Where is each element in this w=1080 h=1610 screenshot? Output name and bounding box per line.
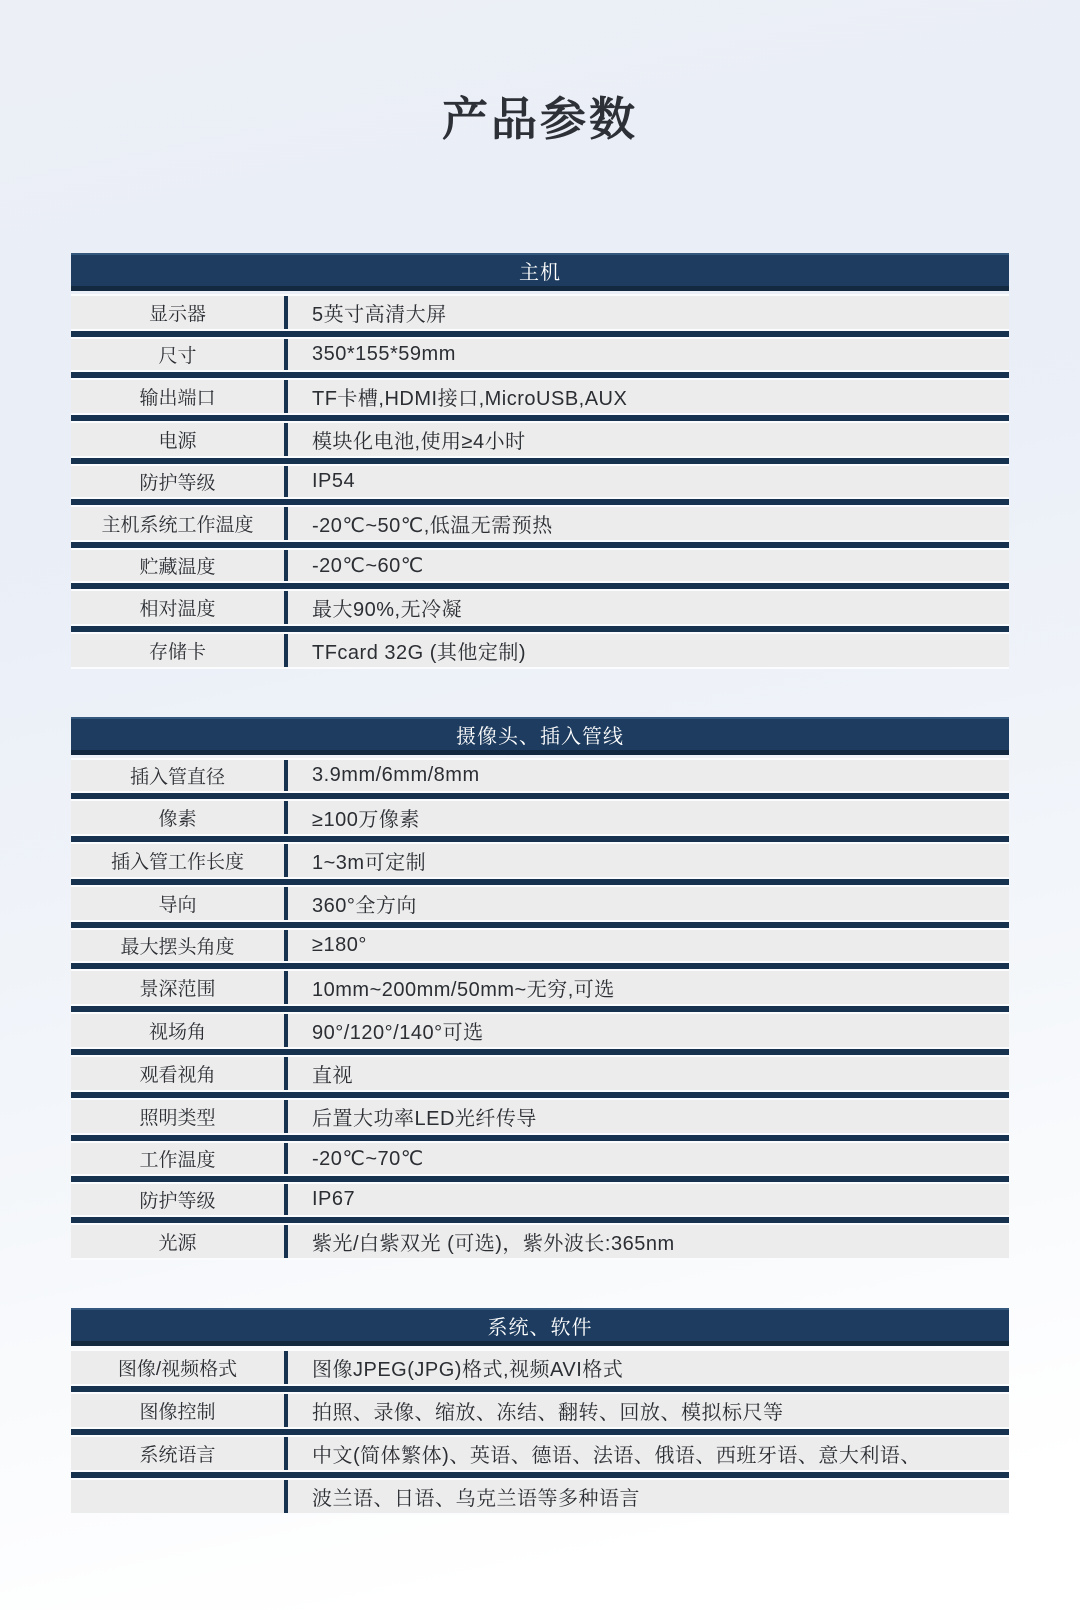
spec-value: IP54	[312, 470, 356, 492]
spec-label: 贮藏温度	[71, 550, 288, 581]
spec-label: 最大摆头角度	[71, 930, 288, 961]
spec-label: 显示器	[71, 296, 288, 329]
spec-table-software	[71, 1308, 1009, 1515]
table-row	[71, 632, 1009, 669]
page-title: 产品参数	[442, 93, 638, 145]
spec-label: 输出端口	[71, 380, 288, 413]
spec-label: 存储卡	[71, 634, 288, 667]
table-rows-host	[71, 294, 1009, 669]
spec-value: 5英寸高清大屏	[312, 304, 447, 326]
spec-label: 观看视角	[71, 1057, 288, 1090]
spec-value: 3.9mm/6mm/8mm	[312, 764, 480, 786]
spec-label: 电源	[71, 423, 288, 456]
spec-value: 360°全方向	[312, 895, 417, 917]
table-row	[71, 1012, 1009, 1049]
spec-label: 主机系统工作温度	[71, 507, 288, 540]
table-row	[71, 548, 1009, 583]
spec-value: 1~3m可定制	[312, 852, 427, 874]
table-row	[71, 421, 1009, 458]
spec-value: 直视	[312, 1065, 353, 1087]
spec-value: TFcard 32G (其他定制)	[312, 642, 527, 664]
spec-value: 90°/120°/140°可选	[312, 1022, 484, 1044]
table-row	[71, 758, 1009, 793]
spec-value: -20℃~50℃,低温无需预热	[312, 515, 553, 537]
table-row	[71, 928, 1009, 963]
table-header-camera: 摄像头、插入管线	[71, 717, 1009, 755]
spec-table-host	[71, 253, 1009, 669]
spec-table-camera	[71, 717, 1009, 1260]
table-row	[71, 842, 1009, 879]
table-row	[71, 1223, 1009, 1260]
spec-label: 工作温度	[71, 1143, 288, 1174]
table-row	[71, 969, 1009, 1006]
spec-value: 拍照、录像、缩放、冻结、翻转、回放、模拟标尺等	[312, 1402, 784, 1424]
spec-value: 中文(简体繁体)、英语、德语、法语、俄语、西班牙语、意大利语、	[312, 1445, 921, 1467]
spec-label: 照明类型	[71, 1100, 288, 1133]
spec-value: ≥180°	[312, 934, 367, 956]
table-row	[71, 1349, 1009, 1386]
spec-value: -20℃~60℃	[312, 555, 424, 577]
table-row	[71, 799, 1009, 836]
spec-label: 防护等级	[71, 1184, 288, 1215]
spec-label: 相对温度	[71, 591, 288, 624]
spec-label: 防护等级	[71, 466, 288, 497]
spec-value: 紫光/白紫双光 (可选)，紫外波长:365nm	[312, 1233, 675, 1255]
spec-value: 波兰语、日语、乌克兰语等多种语言	[312, 1488, 640, 1510]
spec-label: 视场角	[71, 1014, 288, 1047]
spec-value: 模块化电池,使用≥4小时	[312, 431, 526, 453]
spec-label: 插入管工作长度	[71, 844, 288, 877]
spec-value: ≥100万像素	[312, 809, 420, 831]
table-row	[71, 1055, 1009, 1092]
spec-label: 系统语言	[71, 1437, 288, 1470]
table-rows-software	[71, 1349, 1009, 1515]
table-row	[71, 337, 1009, 372]
spec-value: -20℃~70℃	[312, 1148, 424, 1170]
table-rows-camera	[71, 758, 1009, 1260]
table-row	[71, 589, 1009, 626]
table-row	[71, 378, 1009, 415]
spec-value: 最大90%,无冷凝	[312, 599, 463, 621]
table-header-software: 系统、软件	[71, 1308, 1009, 1346]
spec-value: 图像JPEG(JPG)格式,视频AVI格式	[312, 1359, 624, 1381]
table-header-host: 主机	[71, 253, 1009, 291]
spec-label: 光源	[71, 1225, 288, 1258]
spec-label: 景深范围	[71, 971, 288, 1004]
spec-label: 像素	[71, 801, 288, 834]
spec-label	[71, 1480, 288, 1513]
spec-value: IP67	[312, 1188, 356, 1210]
table-row	[71, 505, 1009, 542]
table-row	[71, 294, 1009, 331]
spec-value: 350*155*59mm	[312, 343, 456, 365]
spec-label: 插入管直径	[71, 760, 288, 791]
table-row	[71, 464, 1009, 499]
table-row	[71, 1392, 1009, 1429]
spec-value: 后置大功率LED光纤传导	[312, 1108, 537, 1130]
table-row	[71, 1182, 1009, 1217]
spec-label: 图像/视频格式	[71, 1351, 288, 1384]
spec-value: TF卡槽,HDMI接口,MicroUSB,AUX	[312, 388, 628, 410]
spec-label: 导向	[71, 887, 288, 920]
spec-value: 10mm~200mm/50mm~无穷,可选	[312, 979, 615, 1001]
table-row	[71, 885, 1009, 922]
spec-label: 尺寸	[71, 339, 288, 370]
table-row	[71, 1478, 1009, 1515]
table-row	[71, 1435, 1009, 1472]
spec-label: 图像控制	[71, 1394, 288, 1427]
content-wrapper	[71, 253, 1009, 1515]
table-row	[71, 1141, 1009, 1176]
table-row	[71, 1098, 1009, 1135]
